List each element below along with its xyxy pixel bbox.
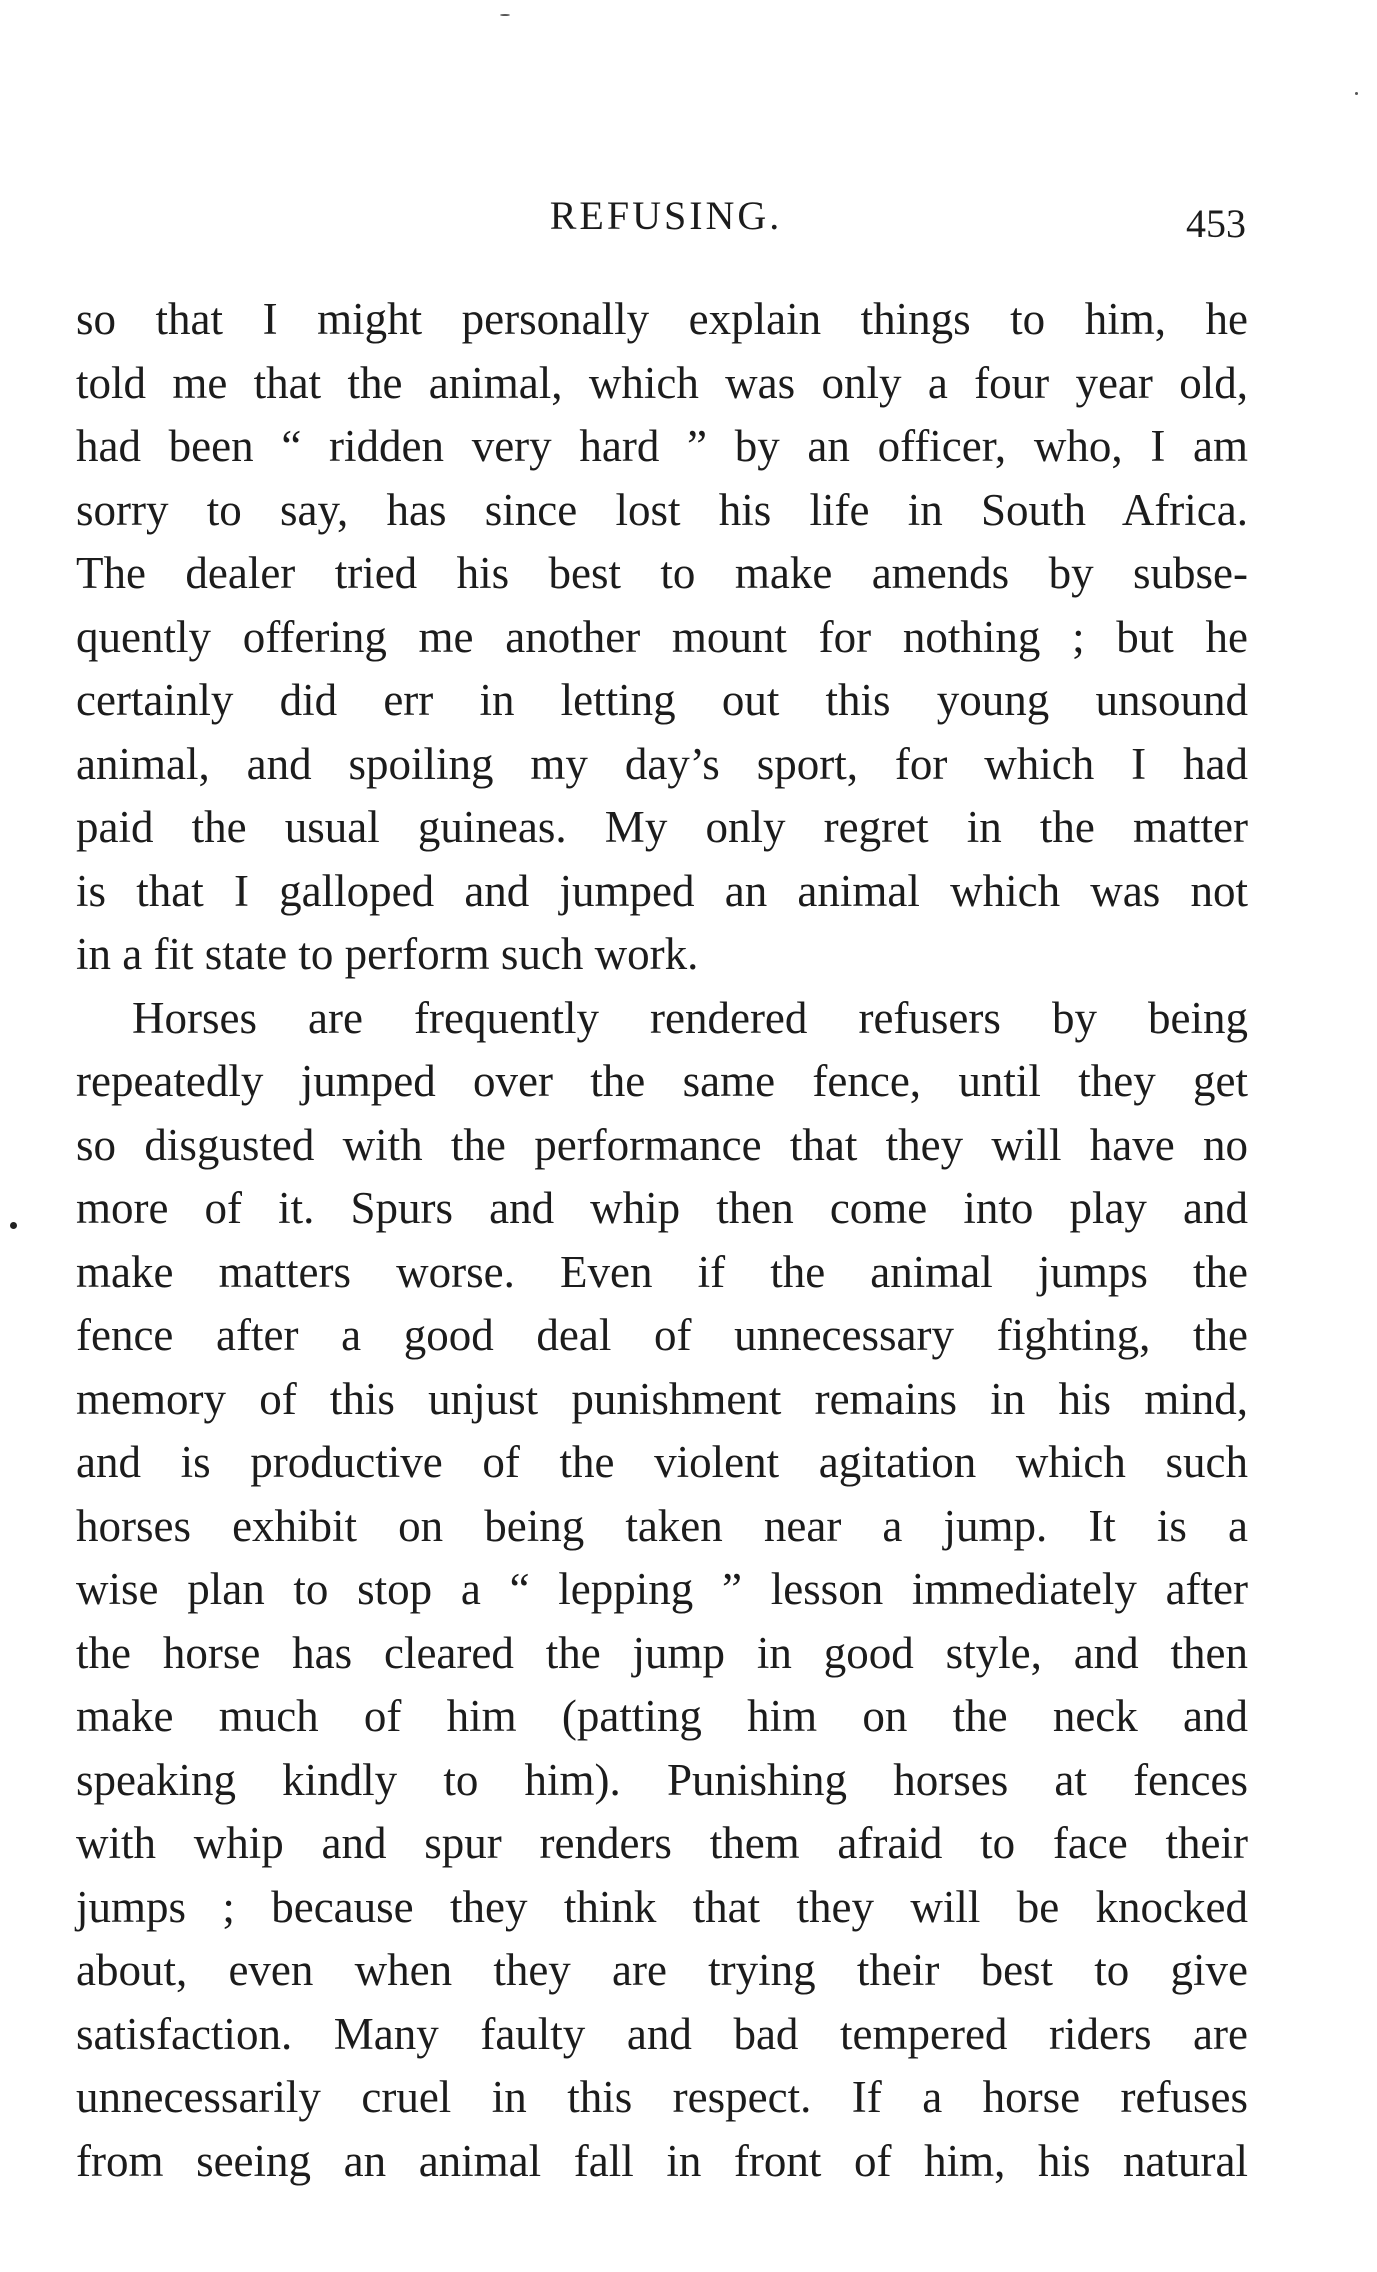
text-line: and is productive of the violent agitation which such	[76, 1437, 1248, 1487]
text-line: the horse has cleared the jump in good style, and then	[76, 1627, 1248, 1678]
print-speck	[1355, 92, 1358, 95]
text-line: satisfaction. Many faulty and bad tempered riders are	[76, 2008, 1248, 2059]
text-line: so disgusted with the performance that they will have no	[76, 1119, 1248, 1170]
text-line: more of it. Spurs and whip then come into play and	[76, 1183, 1248, 1233]
text-line: jumps ; because they think that they will be knocked	[76, 1881, 1248, 1932]
text-line: told me that the animal, which was only a four year old,	[76, 357, 1248, 408]
text-line: horses exhibit on being taken near a jump. It is a	[76, 1500, 1248, 1551]
text-line: make much of him (patting him on the neck and	[76, 1691, 1248, 1741]
text-line: so that I might personally explain things to him, he	[76, 294, 1248, 344]
page-number: 453	[1186, 201, 1246, 246]
text-line: speaking kindly to him). Punishing horses at fences	[76, 1754, 1248, 1805]
text-line: fence after a good deal of unnecessary fighting, the	[76, 1310, 1248, 1360]
text-line: is that I galloped and jumped an animal which was not	[76, 865, 1248, 916]
text-line: had been “ ridden very hard ” by an officer, who, I am	[76, 421, 1248, 471]
text-line: repeatedly jumped over the same fence, until they get	[76, 1056, 1248, 1106]
text-line: sorry to say, has since lost his life in South Africa.	[76, 484, 1248, 535]
text-line: memory of this unjust punishment remains in his mind,	[76, 1373, 1248, 1424]
text-line: with whip and spur renders them afraid to face their	[76, 1818, 1248, 1868]
text-line: The dealer tried his best to make amends by subse-	[76, 548, 1248, 598]
text-line: about, even when they are trying their best to give	[76, 1945, 1248, 1995]
running-title: REFUSING.	[549, 193, 783, 238]
text-line: make matters worse. Even if the animal jumps the	[76, 1246, 1248, 1297]
text-line: from seeing an animal fall in front of him, his natural	[76, 2135, 1248, 2186]
paragraph-end-line: in a fit state to perform such work.	[76, 929, 699, 979]
print-speck	[10, 1222, 17, 1229]
text-line: quently offering me another mount for nothing ; but he	[76, 611, 1248, 662]
body-text	[76, 288, 1248, 2193]
paragraph-start-line: Horses are frequently rendered refusers by being	[132, 992, 1248, 1043]
text-line: wise plan to stop a “ lepping ” lesson immediately after	[76, 1564, 1248, 1614]
text-line: unnecessarily cruel in this respect. If a horse refuses	[76, 2072, 1248, 2122]
text-line: animal, and spoiling my day’s sport, for which I had	[76, 738, 1248, 789]
print-speck	[500, 14, 510, 16]
page-header	[76, 192, 1256, 252]
text-line: paid the usual guineas. My only regret in the matter	[76, 802, 1248, 852]
text-line: certainly did err in letting out this young unsound	[76, 675, 1248, 725]
